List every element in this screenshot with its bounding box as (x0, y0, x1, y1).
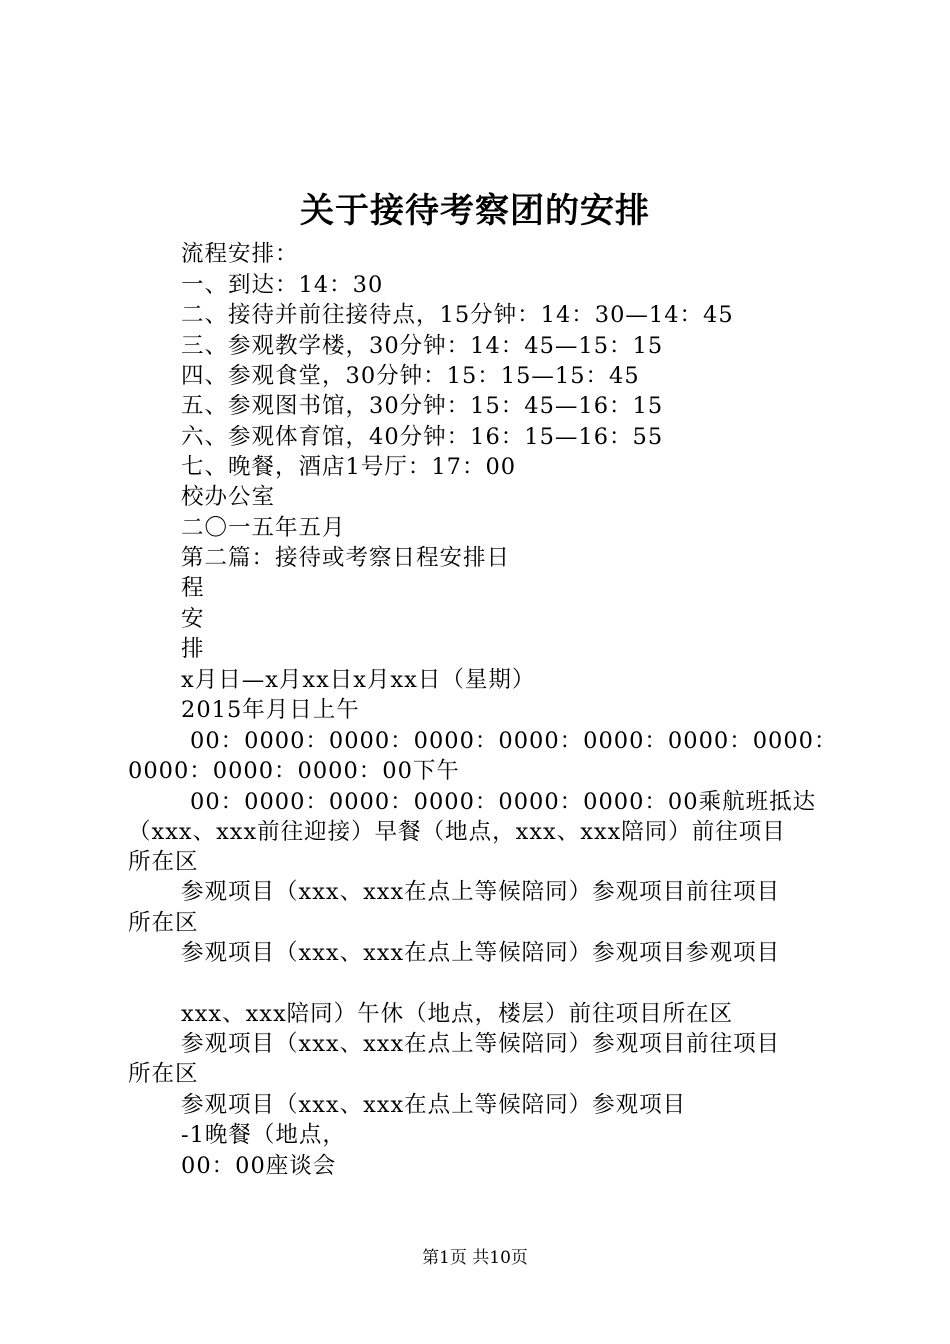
text-line: 第二篇：接待或考察日程安排日 (181, 545, 511, 571)
text-line: 流程安排： (181, 241, 299, 267)
text-line: 二、接待并前往接待点，15分钟：14：30—14：45 (181, 302, 734, 328)
page-number-footer: 第1页 共10页 (422, 1248, 528, 1268)
text-line: 2015年月日上午 (181, 697, 360, 723)
text-line: 排 (181, 636, 205, 662)
text-line: 00：00座谈会 (181, 1153, 337, 1179)
text-line: 五、参观图书馆，30分钟：15：45—16：15 (181, 393, 664, 419)
text-line: 三、参观教学楼，30分钟：14：45—15：15 (181, 333, 664, 359)
text-line: 二〇一五年五月 (181, 515, 346, 541)
text-line: 所在区 (128, 849, 199, 875)
document-title: 关于接待考察团的安排 (300, 191, 650, 231)
text-line: 所在区 (128, 1061, 199, 1087)
text-line: 校办公室 (181, 484, 276, 510)
text-line: 参观项目（xxx、xxx在点上等候陪同）参观项目前往项目 (181, 879, 781, 905)
text-line: 0000：0000：0000：00下午 (128, 758, 460, 784)
text-line: 安 (181, 606, 205, 632)
text-line: 程 (181, 575, 205, 601)
text-line: 七、晚餐，酒店1号厅：17：00 (181, 454, 517, 480)
text-line: 一、到达：14：30 (181, 272, 384, 298)
text-line: x月日—x月xx日x月xx日（星期） (181, 667, 536, 693)
text-line: 00：0000：0000：0000：0000：0000：00乘航班抵达 (190, 789, 817, 815)
text-line: （xxx、xxx前往迎接）早餐（地点，xxx、xxx陪同）前往项目 (128, 819, 786, 845)
text-line: 四、参观食堂，30分钟：15：15—15：45 (181, 363, 640, 389)
text-line: 参观项目（xxx、xxx在点上等候陪同）参观项目参观项目 (181, 940, 781, 966)
text-line: 六、参观体育馆，40分钟：16：15—16：55 (181, 424, 664, 450)
text-line: 参观项目（xxx、xxx在点上等候陪同）参观项目前往项目 (181, 1031, 781, 1057)
text-line: xxx、xxx陪同）午休（地点，楼层）前往项目所在区 (181, 1001, 734, 1027)
text-line: 所在区 (128, 910, 199, 936)
text-line: -1晚餐（地点， (181, 1122, 346, 1148)
text-line: 00：0000：0000：0000：0000：0000：0000：0000： (190, 728, 838, 754)
text-line: 参观项目（xxx、xxx在点上等候陪同）参观项目 (181, 1092, 687, 1118)
